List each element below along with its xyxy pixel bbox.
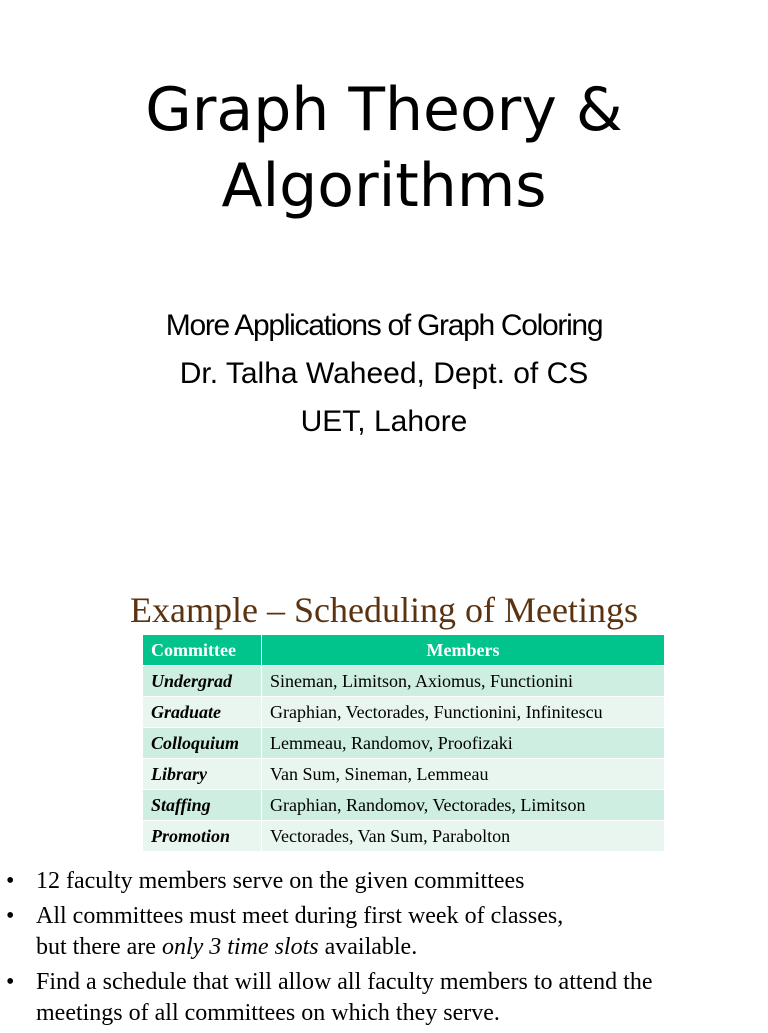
bullet-list	[0, 866, 768, 1033]
committee-members: Vectorades, Van Sum, Parabolton	[262, 821, 665, 852]
table-row	[143, 821, 665, 852]
subtitle-author: Dr. Talha Waheed, Dept. of CS	[179, 357, 589, 390]
table-row	[143, 697, 665, 728]
bullet-text-emphasis: only 3 time slots	[161, 934, 319, 960]
table-header-row	[143, 635, 665, 666]
bullet-dot-icon: •	[6, 903, 15, 929]
slide-subtitle	[0, 302, 768, 446]
committee-name: Staffing	[143, 790, 262, 821]
committee-name: Graduate	[143, 697, 262, 728]
bullet-item	[0, 866, 768, 897]
bullet-text-post: available.	[318, 934, 418, 960]
title-line-1: Graph Theory &	[145, 75, 623, 145]
committee-members: Graphian, Randomov, Vectorades, Limitson	[262, 790, 665, 821]
example-slide	[0, 576, 768, 1024]
title-line-2: Algorithms	[221, 151, 547, 221]
subtitle-topic: More Applications of Graph Coloring	[165, 309, 603, 342]
bullet-text: Find a schedule that will allow all faculty members to attend the	[36, 969, 653, 995]
bullet-text-pre: but there are	[36, 934, 162, 960]
bullet-item	[0, 901, 768, 963]
bullet-dot-icon: •	[6, 969, 15, 995]
bullet-text-continued	[36, 932, 768, 963]
committee-name: Promotion	[143, 821, 262, 852]
bullet-text: 12 faculty members serve on the given committees	[36, 868, 525, 894]
committee-members: Lemmeau, Randomov, Proofizaki	[262, 728, 665, 759]
committee-members: Graphian, Vectorades, Functionini, Infinitescu	[262, 697, 665, 728]
table-row	[143, 666, 665, 697]
table-row	[143, 759, 665, 790]
slide-title	[0, 72, 768, 224]
bullet-text: All committees must meet during first week of classes,	[36, 903, 564, 929]
committee-name: Undergrad	[143, 666, 262, 697]
committee-name: Colloquium	[143, 728, 262, 759]
bullet-text-continued: meetings of all committees on which they serve.	[36, 1000, 500, 1026]
committee-members: Van Sum, Sineman, Lemmeau	[262, 759, 665, 790]
bullet-item	[0, 967, 768, 1029]
committee-table	[142, 634, 665, 852]
committee-name: Library	[143, 759, 262, 790]
table-row	[143, 728, 665, 759]
header-committee: Committee	[143, 635, 262, 666]
header-members: Members	[262, 635, 665, 666]
table-row	[143, 790, 665, 821]
committee-members: Sineman, Limitson, Axiomus, Functionini	[262, 666, 665, 697]
bullet-dot-icon: •	[6, 868, 15, 894]
subtitle-institution: UET, Lahore	[300, 405, 468, 438]
example-title: Example – Scheduling of Meetings	[130, 590, 638, 630]
